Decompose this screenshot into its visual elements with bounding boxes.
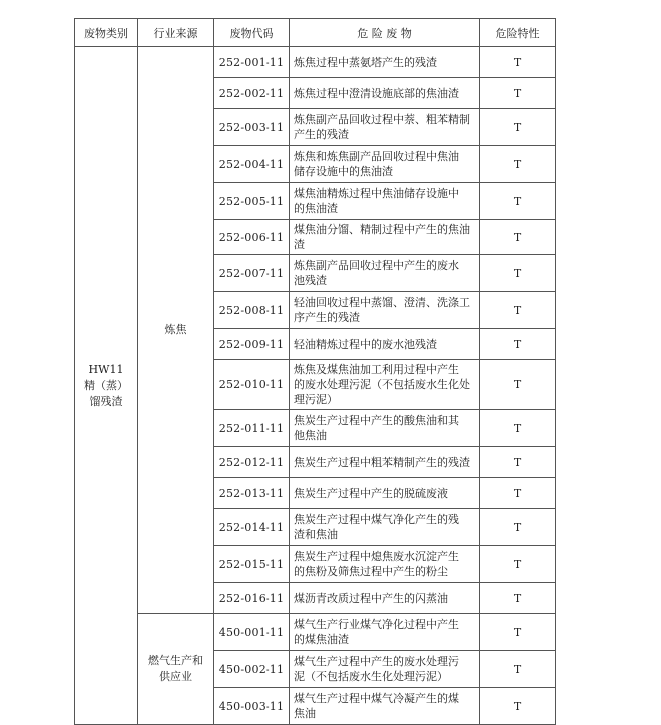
waste-code-cell: 252-016-11 bbox=[214, 583, 290, 614]
hazard-characteristic-cell: T bbox=[480, 255, 556, 292]
waste-description-cell bbox=[290, 447, 480, 478]
waste-description-line: 炼焦和炼焦副产品回收过程中焦油 bbox=[294, 150, 459, 163]
waste-description-line: 炼焦及煤焦油加工利用过程中产生 bbox=[294, 363, 459, 376]
industry-source-line: 燃气生产和 bbox=[148, 654, 203, 667]
waste-description-cell bbox=[290, 255, 480, 292]
waste-description-line: 煤气生产行业煤气净化过程中产生 bbox=[294, 618, 459, 631]
waste-description-cell bbox=[290, 109, 480, 146]
waste-description-line: 焦炭生产过程中煤气净化产生的残 bbox=[294, 513, 459, 526]
header-category: 废物类别 bbox=[75, 19, 138, 47]
hazard-characteristic-cell: T bbox=[480, 146, 556, 183]
header-source: 行业来源 bbox=[138, 19, 214, 47]
waste-description-cell bbox=[290, 360, 480, 410]
waste-code-cell: 252-011-11 bbox=[214, 410, 290, 447]
waste-description-line: 的焦油渣 bbox=[294, 202, 338, 215]
hazard-characteristic-cell: T bbox=[480, 583, 556, 614]
waste-description-cell bbox=[290, 47, 480, 78]
waste-description-line: 产生的残渣 bbox=[294, 128, 349, 141]
waste-category-line: HW11 bbox=[88, 362, 124, 376]
waste-code-cell: 252-005-11 bbox=[214, 183, 290, 220]
industry-source-cell bbox=[138, 47, 214, 614]
waste-description-line: 理污泥） bbox=[294, 393, 338, 406]
table-body bbox=[75, 47, 556, 725]
header-row bbox=[75, 19, 556, 47]
waste-description-cell bbox=[290, 410, 480, 447]
table-row bbox=[75, 614, 556, 651]
waste-description-line: 炼焦副产品回收过程中萘、粗苯精制 bbox=[294, 113, 470, 126]
hazard-characteristic-cell: T bbox=[480, 651, 556, 688]
waste-code-cell: 252-010-11 bbox=[214, 360, 290, 410]
waste-description-line: 煤焦油精炼过程中焦油储存设施中 bbox=[294, 187, 459, 200]
waste-description-cell bbox=[290, 292, 480, 329]
waste-code-cell: 252-015-11 bbox=[214, 546, 290, 583]
waste-description-cell bbox=[290, 583, 480, 614]
waste-description-line: 的废水处理污泥（不包括废水生化处 bbox=[294, 378, 470, 391]
waste-description-line: 池残渣 bbox=[294, 274, 327, 287]
hazardous-waste-table bbox=[74, 18, 556, 725]
waste-description-line: 轻油精炼过程中的废水池残渣 bbox=[294, 337, 437, 351]
hazard-characteristic-cell: T bbox=[480, 546, 556, 583]
waste-description-line: 储存设施中的焦油渣 bbox=[294, 165, 393, 178]
hazard-characteristic-cell: T bbox=[480, 447, 556, 478]
waste-description-cell bbox=[290, 220, 480, 255]
hazard-characteristic-cell: T bbox=[480, 614, 556, 651]
waste-description-cell bbox=[290, 509, 480, 546]
waste-code-cell: 252-012-11 bbox=[214, 447, 290, 478]
waste-description-cell bbox=[290, 78, 480, 109]
waste-category-line: 精（蒸） bbox=[84, 378, 128, 392]
waste-description-cell bbox=[290, 146, 480, 183]
hazard-characteristic-cell: T bbox=[480, 47, 556, 78]
waste-description-line: 炼焦过程中蒸氨塔产生的残渣 bbox=[294, 55, 437, 69]
hazard-characteristic-cell: T bbox=[480, 329, 556, 360]
hazard-characteristic-cell: T bbox=[480, 109, 556, 146]
hazard-characteristic-cell: T bbox=[480, 410, 556, 447]
hazard-characteristic-cell: T bbox=[480, 688, 556, 725]
industry-source-line: 供应业 bbox=[159, 670, 192, 683]
waste-category-cell bbox=[75, 47, 138, 725]
waste-category-line: 馏残渣 bbox=[89, 394, 123, 408]
waste-description-cell bbox=[290, 614, 480, 651]
waste-description-line: 煤焦油分馏、精制过程中产生的焦油渣 bbox=[294, 223, 470, 251]
hazard-characteristic-cell: T bbox=[480, 509, 556, 546]
waste-description-line: 煤气生产过程中产生的废水处理污 bbox=[294, 655, 459, 668]
waste-code-cell: 252-008-11 bbox=[214, 292, 290, 329]
waste-description-line: 渣和焦油 bbox=[294, 528, 338, 541]
waste-code-cell: 252-003-11 bbox=[214, 109, 290, 146]
industry-source-cell bbox=[138, 614, 214, 725]
waste-code-cell: 252-013-11 bbox=[214, 478, 290, 509]
hazard-characteristic-cell: T bbox=[480, 78, 556, 109]
waste-description-line: 炼焦过程中澄清设施底部的焦油渣 bbox=[294, 86, 459, 100]
waste-code-cell: 252-006-11 bbox=[214, 220, 290, 255]
waste-description-line: 焦炭生产过程中产生的酸焦油和其 bbox=[294, 414, 459, 427]
waste-description-line: 轻油回收过程中蒸馏、澄清、洗涤工 bbox=[294, 296, 470, 309]
waste-description-line: 焦炭生产过程中粗苯精制产生的残渣 bbox=[294, 455, 470, 469]
header-waste: 危 险 废 物 bbox=[290, 19, 480, 47]
waste-description-line: 他焦油 bbox=[294, 429, 327, 442]
waste-code-cell: 252-009-11 bbox=[214, 329, 290, 360]
waste-description-cell bbox=[290, 546, 480, 583]
header-code: 废物代码 bbox=[214, 19, 290, 47]
waste-description-line: 煤气生产过程中煤气冷凝产生的煤 bbox=[294, 692, 459, 705]
waste-description-cell bbox=[290, 478, 480, 509]
waste-description-line: 的煤焦油渣 bbox=[294, 633, 349, 646]
waste-description-cell bbox=[290, 329, 480, 360]
waste-description-line: 煤沥青改质过程中产生的闪蒸油 bbox=[294, 591, 448, 605]
waste-description-cell bbox=[290, 688, 480, 725]
header-characteristic: 危险特性 bbox=[480, 19, 556, 47]
hazard-characteristic-cell: T bbox=[480, 478, 556, 509]
waste-code-cell: 252-007-11 bbox=[214, 255, 290, 292]
waste-description-line: 焦油 bbox=[294, 707, 316, 720]
industry-source-line: 炼焦 bbox=[164, 323, 187, 336]
waste-description-line: 焦炭生产过程中熄焦废水沉淀产生 bbox=[294, 550, 459, 563]
waste-description-line: 泥（不包括废水生化处理污泥） bbox=[294, 670, 448, 683]
hazard-characteristic-cell: T bbox=[480, 292, 556, 329]
waste-code-cell: 252-002-11 bbox=[214, 78, 290, 109]
waste-code-cell: 450-002-11 bbox=[214, 651, 290, 688]
hazard-characteristic-cell: T bbox=[480, 220, 556, 255]
waste-description-cell bbox=[290, 183, 480, 220]
table-row bbox=[75, 47, 556, 78]
waste-code-cell: 252-014-11 bbox=[214, 509, 290, 546]
waste-code-cell: 252-001-11 bbox=[214, 47, 290, 78]
waste-description-line: 序产生的残渣 bbox=[294, 311, 360, 324]
waste-code-cell: 450-003-11 bbox=[214, 688, 290, 725]
waste-description-cell bbox=[290, 651, 480, 688]
waste-code-cell: 252-004-11 bbox=[214, 146, 290, 183]
hazard-characteristic-cell: T bbox=[480, 183, 556, 220]
waste-code-cell: 450-001-11 bbox=[214, 614, 290, 651]
waste-description-line: 的焦粉及筛焦过程中产生的粉尘 bbox=[294, 565, 448, 578]
waste-description-line: 炼焦副产品回收过程中产生的废水 bbox=[294, 259, 459, 272]
waste-description-line: 焦炭生产过程中产生的脱硫废液 bbox=[294, 486, 448, 500]
hazard-characteristic-cell: T bbox=[480, 360, 556, 410]
